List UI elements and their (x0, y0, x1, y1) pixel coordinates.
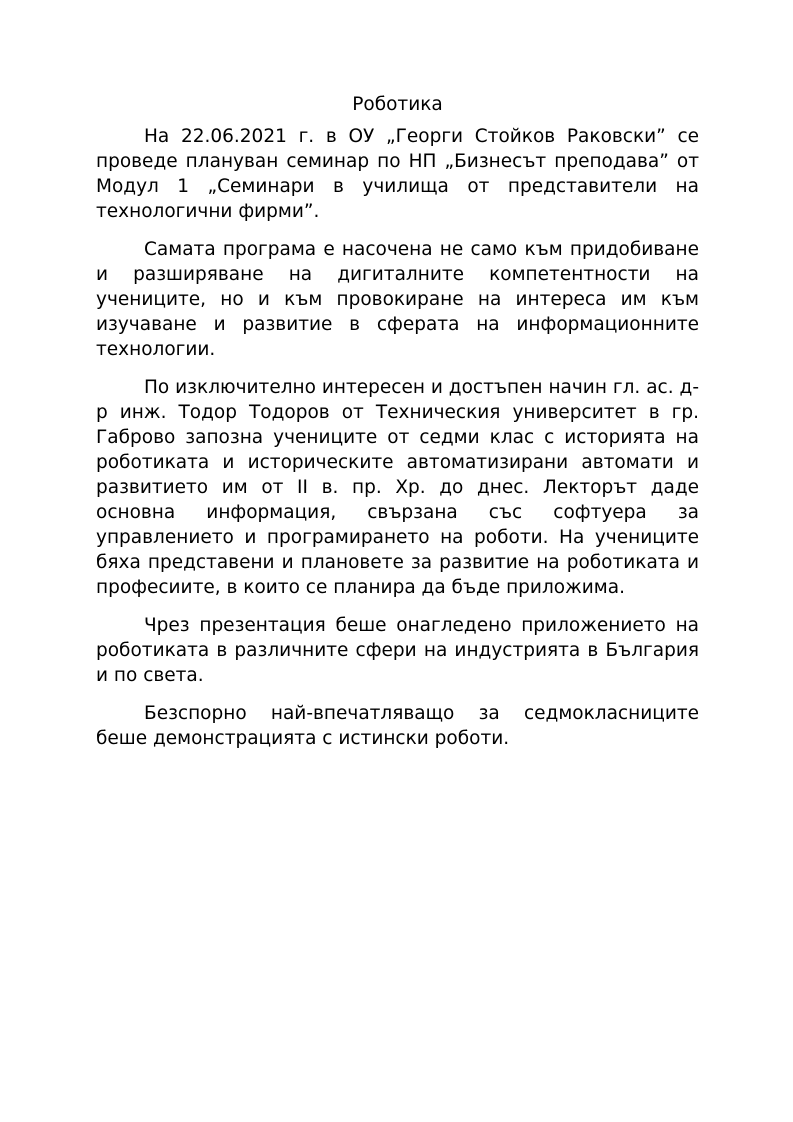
document-title: Роботика (352, 94, 443, 115)
paragraph-presentation: Чрез презентация беше онагледено приложението на роботиката в различните сфери на индустрията в България и по света. (96, 615, 699, 686)
document-body (96, 92, 699, 764)
paragraph-program-aim: Самата програма е насочена не само към придобиване и разширяване на дигиталните компетентности на учениците, но и към провокиране на интереса им към изучаване и развитие в сферата на информационните технологии. (96, 239, 699, 360)
paragraph-lecturer: По изключително интересен и достъпен начин гл. ас. д-р инж. Тодор Тодоров от Техническия университет в гр. Габрово запозна учениците от седми клас с историята на роботиката и историческите автоматизирани автомати и развитието им от II в. пр. Хр. до днес. Лекторът даде основна информация, свързана със софтуера за управлението и програмирането на роботи. На учениците бяха представени и плановете за развитие на роботиката и професиите, в които се планира да бъде приложима. (96, 377, 699, 598)
paragraph-seminar-intro: На 22.06.2021 г. в ОУ „Георги Стойков Раковски” се проведе планувaн семинар по НП „Бизнесът преподава” от Модул 1 „Семинари в училища от представители на технологични фирми”. (96, 126, 699, 222)
paragraph-demonstration: Безспорно най-впечатляващо за седмокласниците беше демонстрацията с истински роботи. (96, 703, 699, 749)
